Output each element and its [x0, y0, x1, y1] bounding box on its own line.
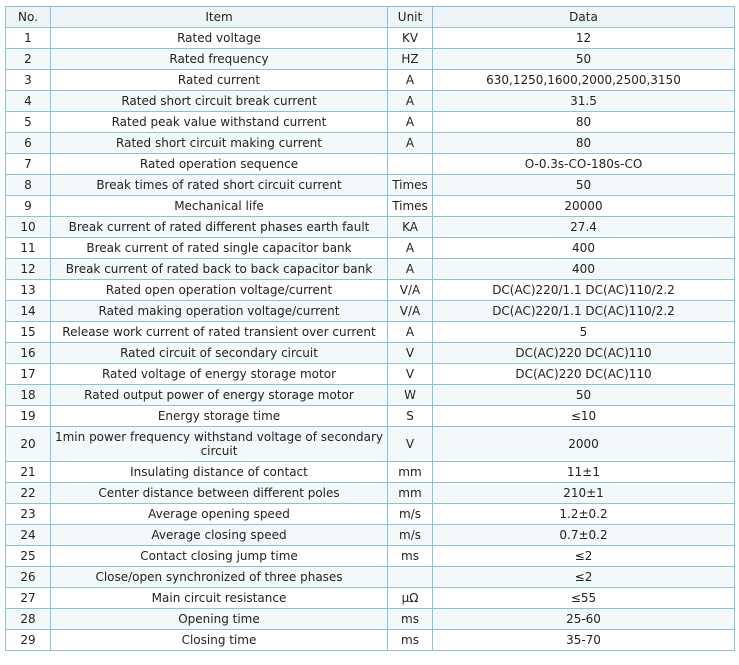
cell-data: 0.7±0.2: [433, 525, 735, 546]
cell-item: Break current of rated different phases earth fault: [51, 217, 388, 238]
cell-item: Rated current: [51, 70, 388, 91]
table-row: [6, 196, 735, 217]
table-row: [6, 217, 735, 238]
cell-no: 22: [6, 483, 51, 504]
cell-item: Rated output power of energy storage motor: [51, 385, 388, 406]
cell-no: 13: [6, 280, 51, 301]
cell-no: 12: [6, 259, 51, 280]
cell-item: Rated voltage: [51, 28, 388, 49]
cell-unit: ms: [388, 630, 433, 651]
cell-data: 12: [433, 28, 735, 49]
table-row: [6, 567, 735, 588]
cell-data: 25-60: [433, 609, 735, 630]
cell-no: 27: [6, 588, 51, 609]
cell-no: 8: [6, 175, 51, 196]
cell-data: ≤10: [433, 406, 735, 427]
cell-item: Main circuit resistance: [51, 588, 388, 609]
cell-no: 28: [6, 609, 51, 630]
cell-data: 210±1: [433, 483, 735, 504]
cell-data: 1.2±0.2: [433, 504, 735, 525]
cell-data: DC(AC)220/1.1 DC(AC)110/2.2: [433, 280, 735, 301]
cell-item: Release work current of rated transient over current: [51, 322, 388, 343]
table-row: [6, 343, 735, 364]
table-row: [6, 406, 735, 427]
table-row: [6, 525, 735, 546]
table-row: [6, 238, 735, 259]
cell-no: 15: [6, 322, 51, 343]
table-row: [6, 28, 735, 49]
table-row: [6, 504, 735, 525]
cell-data: DC(AC)220 DC(AC)110: [433, 343, 735, 364]
cell-item: Close/open synchronized of three phases: [51, 567, 388, 588]
table-row: [6, 630, 735, 651]
cell-no: 17: [6, 364, 51, 385]
cell-no: 7: [6, 154, 51, 175]
cell-unit: μΩ: [388, 588, 433, 609]
cell-item: Average closing speed: [51, 525, 388, 546]
cell-no: 10: [6, 217, 51, 238]
cell-no: 18: [6, 385, 51, 406]
cell-item: Rated frequency: [51, 49, 388, 70]
cell-no: 16: [6, 343, 51, 364]
cell-no: 19: [6, 406, 51, 427]
cell-data: 630,1250,1600,2000,2500,3150: [433, 70, 735, 91]
table-row: [6, 588, 735, 609]
cell-data: 80: [433, 112, 735, 133]
cell-item: Rated short circuit making current: [51, 133, 388, 154]
cell-unit: A: [388, 259, 433, 280]
table-row: [6, 364, 735, 385]
table-row: [6, 70, 735, 91]
cell-data: 27.4: [433, 217, 735, 238]
table-row: [6, 546, 735, 567]
cell-no: 2: [6, 49, 51, 70]
table-header-row: [6, 7, 735, 28]
header-no: No.: [6, 7, 51, 28]
cell-unit: A: [388, 238, 433, 259]
table-row: [6, 462, 735, 483]
cell-item: Rated operation sequence: [51, 154, 388, 175]
header-unit: Unit: [388, 7, 433, 28]
table-row: [6, 609, 735, 630]
cell-no: 9: [6, 196, 51, 217]
cell-no: 3: [6, 70, 51, 91]
cell-no: 20: [6, 427, 51, 462]
table-row: [6, 91, 735, 112]
cell-data: DC(AC)220/1.1 DC(AC)110/2.2: [433, 301, 735, 322]
cell-unit: [388, 154, 433, 175]
table-row: [6, 427, 735, 462]
cell-data: 50: [433, 385, 735, 406]
cell-data: ≤2: [433, 567, 735, 588]
header-data: Data: [433, 7, 735, 28]
cell-unit: Times: [388, 196, 433, 217]
table-row: [6, 385, 735, 406]
cell-item: Rated peak value withstand current: [51, 112, 388, 133]
cell-item: Break times of rated short circuit current: [51, 175, 388, 196]
cell-unit: W: [388, 385, 433, 406]
cell-data: DC(AC)220 DC(AC)110: [433, 364, 735, 385]
cell-no: 1: [6, 28, 51, 49]
cell-item: Contact closing jump time: [51, 546, 388, 567]
cell-unit: V: [388, 343, 433, 364]
cell-item: Opening time: [51, 609, 388, 630]
cell-item: Insulating distance of contact: [51, 462, 388, 483]
table-row: [6, 280, 735, 301]
cell-unit: KA: [388, 217, 433, 238]
spec-table-container: [5, 6, 734, 651]
cell-data: 11±1: [433, 462, 735, 483]
cell-unit: mm: [388, 483, 433, 504]
cell-data: 400: [433, 259, 735, 280]
table-row: [6, 301, 735, 322]
cell-item: Break current of rated single capacitor bank: [51, 238, 388, 259]
cell-no: 5: [6, 112, 51, 133]
cell-item: Rated short circuit break current: [51, 91, 388, 112]
cell-unit: A: [388, 133, 433, 154]
table-row: [6, 154, 735, 175]
cell-unit: m/s: [388, 504, 433, 525]
cell-unit: A: [388, 91, 433, 112]
cell-unit: V/A: [388, 280, 433, 301]
cell-no: 23: [6, 504, 51, 525]
table-row: [6, 112, 735, 133]
specification-table: [5, 6, 735, 651]
cell-unit: Times: [388, 175, 433, 196]
cell-unit: HZ: [388, 49, 433, 70]
cell-no: 24: [6, 525, 51, 546]
cell-no: 26: [6, 567, 51, 588]
table-row: [6, 322, 735, 343]
cell-no: 6: [6, 133, 51, 154]
cell-no: 4: [6, 91, 51, 112]
cell-item: Energy storage time: [51, 406, 388, 427]
cell-no: 25: [6, 546, 51, 567]
cell-item: Break current of rated back to back capacitor bank: [51, 259, 388, 280]
table-row: [6, 175, 735, 196]
cell-data: 5: [433, 322, 735, 343]
cell-unit: mm: [388, 462, 433, 483]
cell-no: 29: [6, 630, 51, 651]
cell-item: Rated open operation voltage/current: [51, 280, 388, 301]
cell-data: O-0.3s-CO-180s-CO: [433, 154, 735, 175]
table-row: [6, 483, 735, 504]
cell-item: Rated circuit of secondary circuit: [51, 343, 388, 364]
cell-data: 400: [433, 238, 735, 259]
cell-item: Rated voltage of energy storage motor: [51, 364, 388, 385]
cell-data: ≤55: [433, 588, 735, 609]
cell-data: 50: [433, 49, 735, 70]
cell-data: 20000: [433, 196, 735, 217]
cell-data: 50: [433, 175, 735, 196]
cell-unit: [388, 567, 433, 588]
cell-item: Closing time: [51, 630, 388, 651]
cell-no: 21: [6, 462, 51, 483]
table-body: [6, 28, 735, 651]
cell-item: 1min power frequency withstand voltage of secondary circuit: [51, 427, 388, 462]
cell-item: Mechanical life: [51, 196, 388, 217]
cell-unit: V: [388, 427, 433, 462]
cell-data: 35-70: [433, 630, 735, 651]
table-row: [6, 259, 735, 280]
header-item: Item: [51, 7, 388, 28]
cell-unit: V/A: [388, 301, 433, 322]
cell-item: Center distance between different poles: [51, 483, 388, 504]
table-row: [6, 49, 735, 70]
cell-unit: S: [388, 406, 433, 427]
cell-unit: V: [388, 364, 433, 385]
cell-unit: ms: [388, 609, 433, 630]
cell-data: 2000: [433, 427, 735, 462]
cell-item: Average opening speed: [51, 504, 388, 525]
cell-unit: ms: [388, 546, 433, 567]
cell-data: ≤2: [433, 546, 735, 567]
cell-unit: A: [388, 112, 433, 133]
cell-no: 11: [6, 238, 51, 259]
cell-item: Rated making operation voltage/current: [51, 301, 388, 322]
cell-unit: m/s: [388, 525, 433, 546]
table-row: [6, 133, 735, 154]
cell-data: 80: [433, 133, 735, 154]
cell-unit: KV: [388, 28, 433, 49]
cell-data: 31.5: [433, 91, 735, 112]
cell-unit: A: [388, 70, 433, 91]
cell-unit: A: [388, 322, 433, 343]
cell-no: 14: [6, 301, 51, 322]
